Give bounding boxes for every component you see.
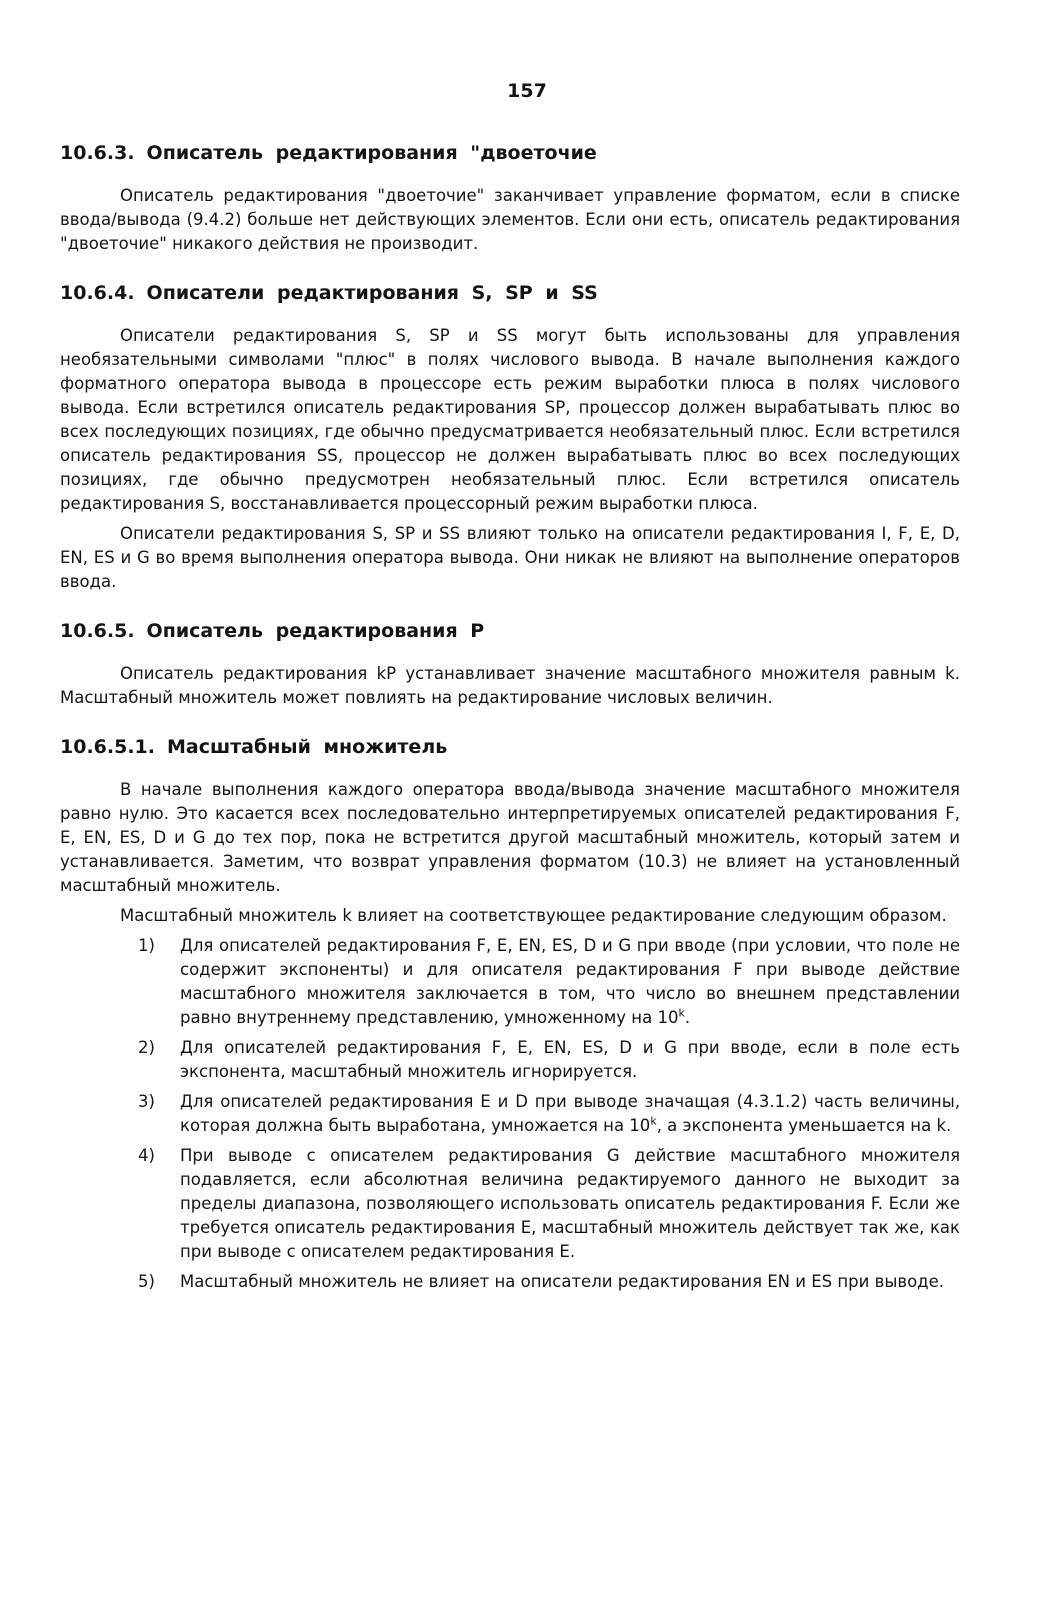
section-number: 10.6.5. xyxy=(60,620,135,642)
paragraph: Описатели редактирования S, SP и SS могут быть использованы для управления необязательными символами "плюс" в полях числового вывода. В начале выполнения каждого форматного оператора вывода в процессоре есть режим выработки плюса в полях числового вывода. Если встретился описатель редактирования SP, процессор должен вырабатывать плюс во всех последующих позициях, где обычно предусматривается необязательный плюс. Если встретился описатель редактирования SS, процессор не должен вырабатывать плюс во всех последующих позициях, где обычно предусмотрен необязательный плюс. Если встретился описатель редактирования S, восстанавливается процессорный режим выработки плюса. xyxy=(60,326,960,513)
list-marker: 2) xyxy=(138,1038,155,1057)
page-number: 157 xyxy=(507,80,547,102)
list-item xyxy=(60,1036,960,1084)
exponent: k xyxy=(650,1114,657,1128)
list-item-text: Для описателей редактирования F, E, EN, ES, D и G при вводе (при условии, что поле не содержит экспоненты) и для описателя редактирования F при выводе действие масштабного множителя заключается в том, что число во внешнем представлении равно внутреннему представлению, умноженному на 10 xyxy=(180,936,960,1027)
section-number: 10.6.5.1. xyxy=(60,736,155,758)
list-item-text: При выводе с описателем редактирования G действие масштабного множителя подавляется, если абсолютная величина редактируемого данного не выходит за пределы диапазона, позволяющего использовать описатель редактирования F. Если же требуется описатель редактирования E, масштабный множитель действует так же, как при выводе с описателем редактирования E. xyxy=(180,1146,960,1261)
list-marker: 1) xyxy=(138,936,155,955)
list-item xyxy=(60,1144,960,1264)
list-item xyxy=(60,1270,960,1294)
section-title: Описатель редактирования P xyxy=(146,620,485,642)
section-heading xyxy=(60,618,960,644)
list-item xyxy=(60,1090,960,1138)
paragraph: В начале выполнения каждого оператора ввода/вывода значение масштабного множителя равно нулю. Это касается всех последовательно интерпретируемых описателей редактирования F, E, EN, ES, D и G до тех пор, пока не встретится другой масштабный множитель, который затем и устанавливается. Заметим, что возврат управления форматом (10.3) не влияет на установленный масштабный множитель. xyxy=(60,780,960,895)
list-item-text: Масштабный множитель не влияет на описатели редактирования EN и ES при выводе. xyxy=(180,1272,944,1291)
list-item-text: Для описателей редактирования E и D при выводе значащая (4.3.1.2) часть величины, которая должна быть выработана, умножается на 10 xyxy=(180,1092,960,1135)
section-number: 10.6.3. xyxy=(60,142,135,164)
list-marker: 5) xyxy=(138,1272,155,1291)
section-title: Описатели редактирования S, SP и SS xyxy=(146,282,598,304)
paragraph: Описатель редактирования kP устанавливает значение масштабного множителя равным k. Масштабный множитель может повлиять на редактирование числовых величин. xyxy=(60,664,960,707)
list-item-text: Для описателей редактирования F, E, EN, ES, D и G при вводе, если в поле есть экспонента, масштабный множитель игнорируется. xyxy=(180,1038,960,1081)
numbered-list xyxy=(60,934,960,1294)
section-p-editing xyxy=(60,618,960,710)
paragraph: Описатели редактирования S, SP и SS влияют только на описатели редактирования I, F, E, D, EN, ES и G во время выполнения оператора вывода. Они никак не влияют на выполнение операторов ввода. xyxy=(60,524,960,591)
section-title: Масштабный множитель xyxy=(166,736,448,758)
section-heading xyxy=(60,280,960,306)
paragraph: Описатель редактирования "двоеточие" заканчивает управление форматом, если в списке ввода/вывода (9.4.2) больше нет действующих элементов. Если они есть, описатель редактирования "двоеточие" никакого действия не производит. xyxy=(60,186,960,253)
section-scale-factor xyxy=(60,734,960,1294)
section-colon-editing xyxy=(60,140,960,256)
section-heading xyxy=(60,140,960,166)
list-item-tail: , а экспонента уменьшается на k. xyxy=(656,1116,952,1135)
section-title: Описатель редактирования "двоеточие xyxy=(146,142,597,164)
list-marker: 3) xyxy=(138,1092,155,1111)
list-item-tail: . xyxy=(684,1008,691,1027)
paragraph: Масштабный множитель k влияет на соответствующее редактирование следующим образом. xyxy=(120,906,947,925)
list-marker: 4) xyxy=(138,1146,155,1165)
page-content xyxy=(60,140,960,1318)
section-number: 10.6.4. xyxy=(60,282,135,304)
section-sign-editing xyxy=(60,280,960,594)
list-item xyxy=(60,934,960,1030)
section-heading xyxy=(60,734,960,760)
exponent: k xyxy=(678,1006,685,1020)
